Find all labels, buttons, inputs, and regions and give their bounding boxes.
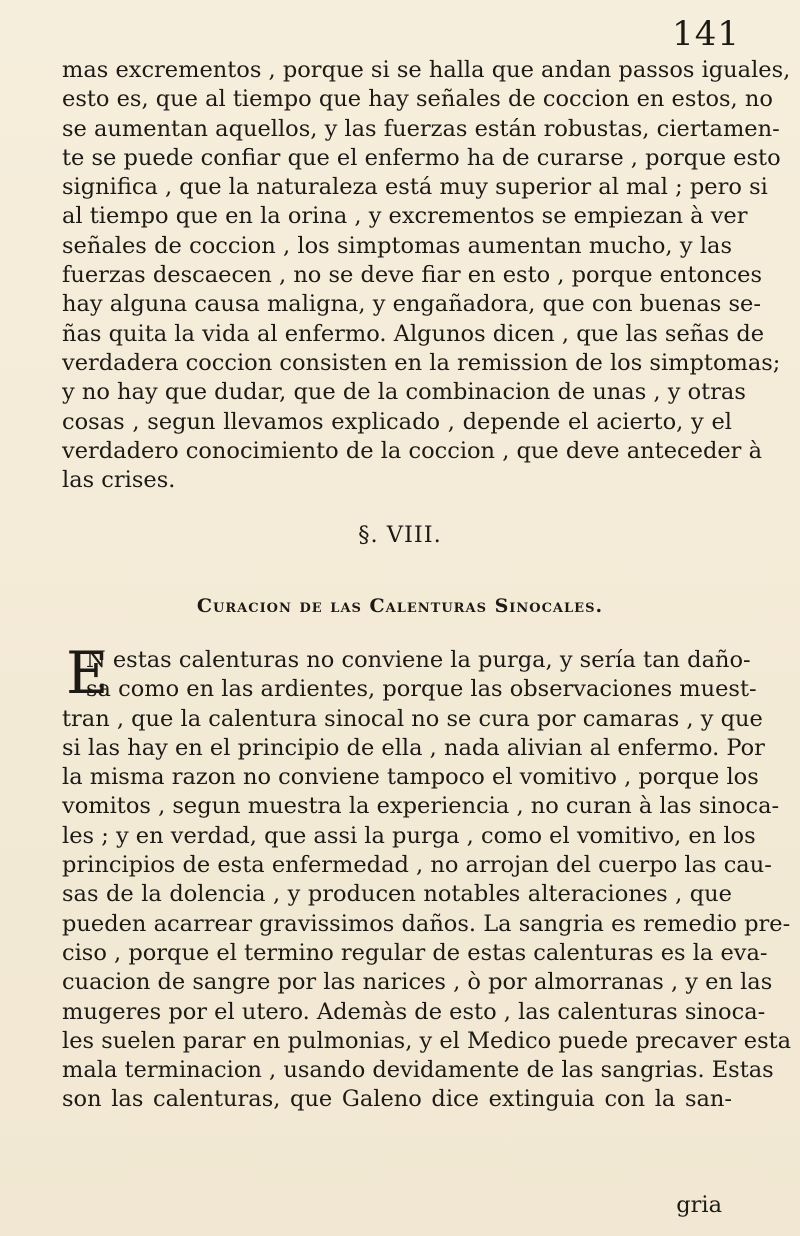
text-line: principios de esta enfermedad , no arrojan del cuerpo las cau- (62, 852, 772, 879)
text-line: vomitos , segun muestra la experiencia , no curan à las sinoca- (62, 793, 780, 820)
text-line: y no hay que dudar, que de la combinacion de unas , y otras (62, 379, 746, 406)
text-line: sas de la dolencia , y producen notables alteraciones , que (62, 881, 732, 908)
text-line: verdadera coccion consisten en la remission de los simptomas; (62, 349, 781, 376)
text-line: al tiempo que en la orina , y excrementos se empiezan à ver (62, 203, 748, 230)
text-line: mugeres por el utero. Ademàs de esto , las calenturas sinoca- (62, 998, 766, 1025)
text-line: si las hay en el principio de ella , nada alivian al enfermo. Por (62, 734, 765, 761)
text-line: son las calenturas, que Galeno dice extinguia con la san- (62, 1086, 732, 1113)
section-number: §. VIII. (358, 522, 442, 548)
text-line: ñas quita la vida al enfermo. Algunos dicen , que las señas de (62, 320, 765, 347)
text-line: señales de coccion , los simptomas aumentan mucho, y las (62, 232, 732, 259)
text-line: N estas calenturas no conviene la purga, y sería tan daño- (86, 647, 751, 673)
text-line: significa , que la naturaleza está muy superior al mal ; pero si (62, 174, 768, 201)
drop-cap: E (66, 639, 109, 707)
section-heading: Curacion de las Calenturas Sinocales. (196, 595, 604, 617)
text-line: cosas , segun llevamos explicado , depende el acierto, y el (62, 408, 732, 435)
text-line: tran , que la calentura sinocal no se cura por camaras , y que (62, 705, 763, 732)
text-line: les suelen parar en pulmonias, y el Medico puede precaver esta (62, 1027, 792, 1054)
text-line: sa como en las ardientes, porque las observaciones muest- (86, 676, 757, 703)
text-line: mas excrementos , porque si se halla que andan passos iguales, (62, 57, 791, 83)
text-line: fuerzas descaecen , no se deve fiar en esto , porque entonces (62, 262, 763, 289)
catchword: gria (676, 1192, 722, 1218)
text-line: la misma razon no conviene tampoco el vomitivo , porque los (62, 764, 759, 791)
paragraph-1 (62, 56, 791, 495)
text-line: hay alguna causa maligna, y engañadora, que con buenas se- (62, 291, 761, 318)
text-line: se aumentan aquellos, y las fuerzas están robustas, ciertamen- (62, 115, 780, 142)
text-line: te se puede confiar que el enfermo ha de curarse , porque esto (62, 144, 781, 171)
text-line: mala terminacion , usando devidamente de las sangrias. Estas (62, 1057, 774, 1084)
text-line: ciso , porque el termino regular de estas calenturas es la eva- (62, 939, 768, 966)
text-line: pueden acarrear gravissimos daños. La sangria es remedio pre- (62, 910, 791, 937)
page-number: 141 (672, 14, 740, 54)
text-line: verdadero conocimiento de la coccion , que deve anteceder à (62, 437, 762, 464)
text-line: cuacion de sangre por las narices , ò por almorranas , y en las (62, 969, 773, 996)
text-line: les ; y en verdad, que assi la purga , como el vomitivo, en los (62, 822, 756, 849)
text-line: esto es, que al tiempo que hay señales de coccion en estos, no (62, 86, 773, 113)
paragraph-2 (62, 639, 792, 1115)
text-line: las crises. (62, 467, 176, 494)
